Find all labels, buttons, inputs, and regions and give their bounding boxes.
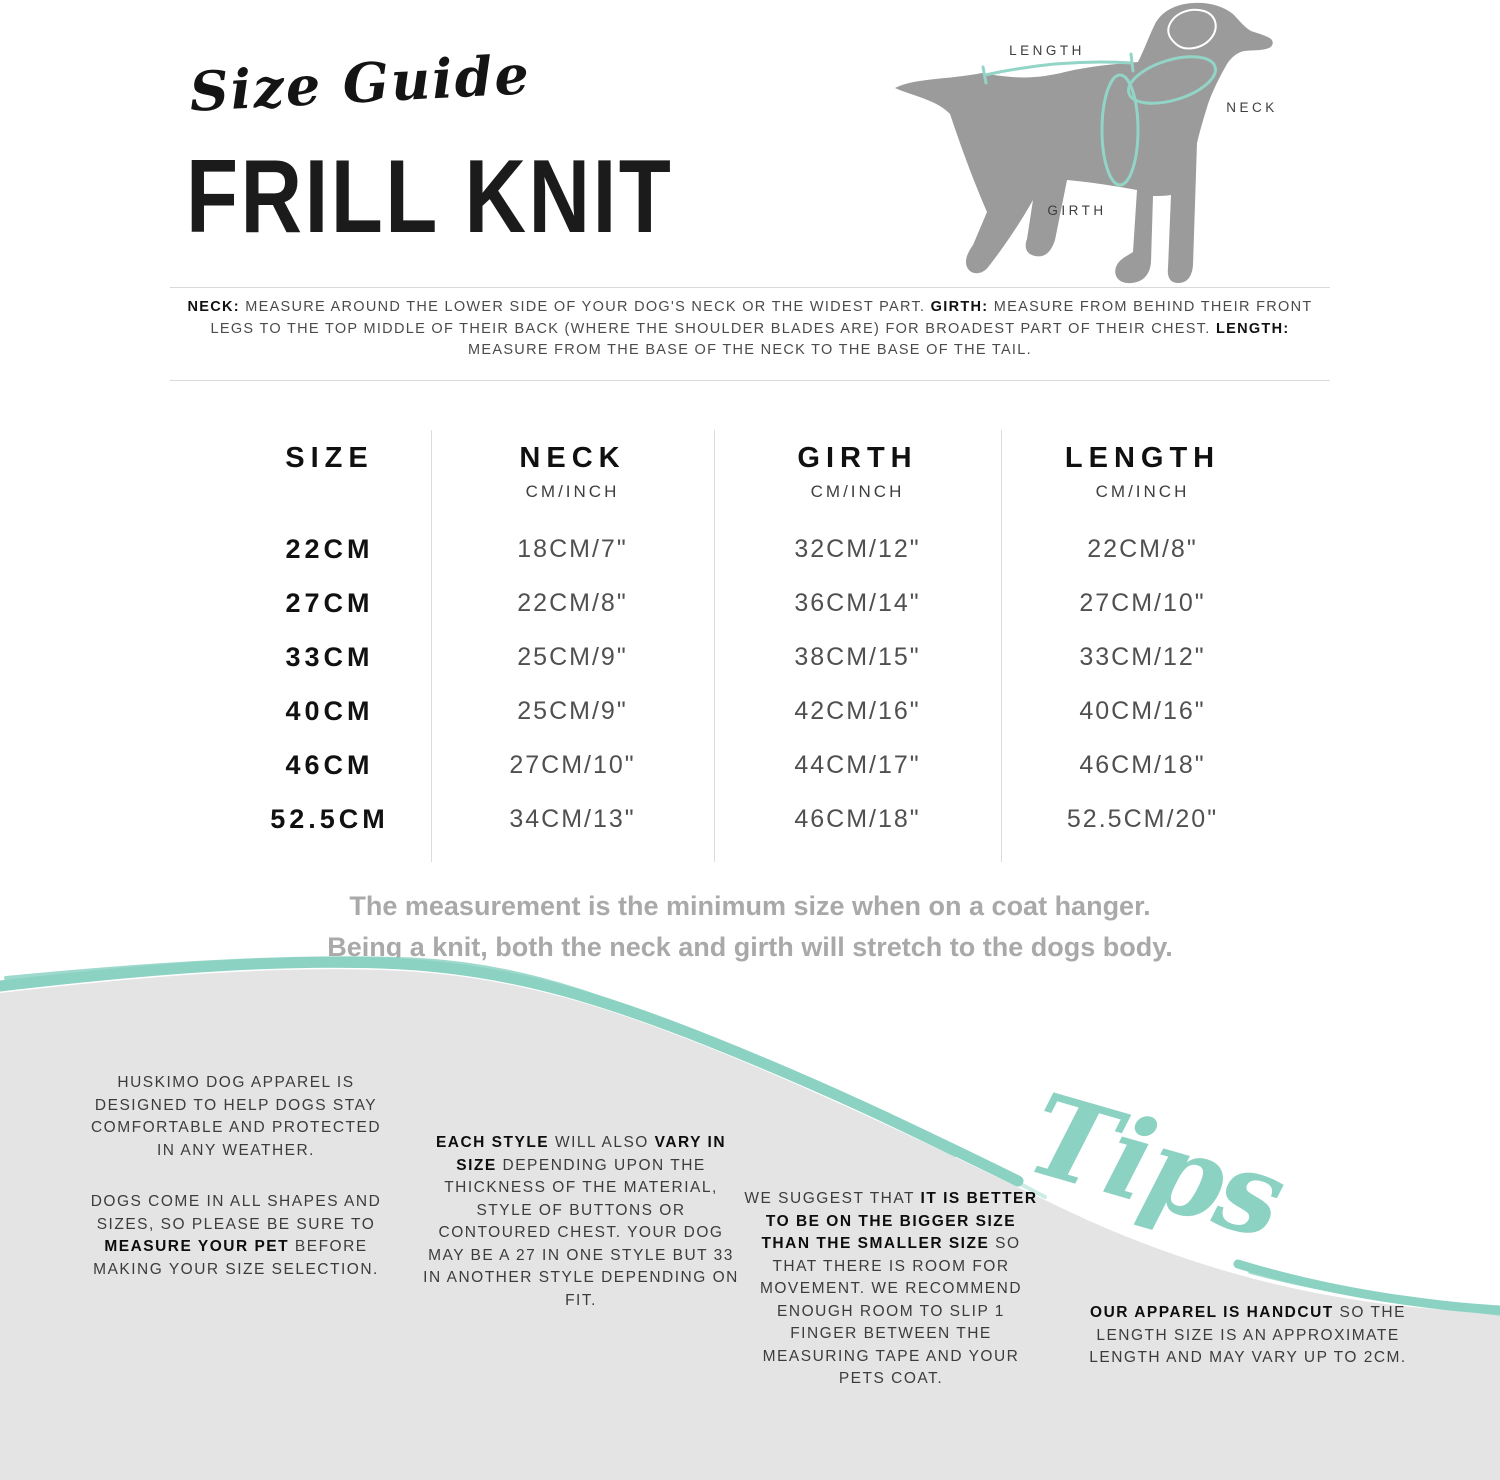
girth-value: 36CM/14"	[794, 588, 921, 617]
column-header-size: SIZE	[285, 442, 374, 474]
size-table	[228, 430, 1284, 846]
page-title: Size Guide	[188, 42, 533, 124]
neck-value: 34CM/13"	[509, 804, 636, 833]
neck-definition: MEASURE AROUND THE LOWER SIDE OF YOUR DOG'S NECK OR THE WIDEST PART.	[239, 299, 931, 315]
column-header-neck: NECK CM/INCH	[519, 442, 626, 501]
girth-value: 46CM/18"	[794, 804, 921, 833]
length-value: 52.5CM/20"	[1066, 804, 1219, 833]
size-value: 46CM	[285, 749, 374, 780]
girth-value: 38CM/15"	[794, 642, 921, 671]
neck-value: 27CM/10"	[509, 750, 636, 779]
girth-term: GIRTH:	[930, 299, 989, 315]
length-value: 22CM/8"	[1087, 534, 1198, 563]
tip-column-3: WE SUGGEST THAT IT IS BETTER TO BE ON THE BIGGER SIZE THAN THE SMALLER SIZE SO THAT THERE IS ROOM FOR MOVEMENT. WE RECOMMEND ENOUGH ROOM TO SLIP 1 FINGER BETWEEN THE MEASURING TAPE AND YOUR PETS COAT.	[744, 1190, 1038, 1387]
length-value: 27CM/10"	[1079, 588, 1206, 617]
column-header-girth: GIRTH CM/INCH	[797, 442, 918, 501]
girth-value: 42CM/16"	[794, 696, 921, 725]
size-value: 33CM	[285, 641, 374, 672]
length-label: LENGTH	[1009, 43, 1085, 58]
tip-paragraph: HUSKIMO DOG APPAREL IS DESIGNED TO HELP DOGS STAY COMFORTABLE AND PROTECTED IN ANY WEATHER.	[90, 1074, 382, 1159]
length-value: 33CM/12"	[1079, 642, 1206, 671]
length-term: LENGTH:	[1215, 320, 1290, 337]
length-value: 40CM/16"	[1079, 696, 1206, 725]
size-value: 27CM	[285, 587, 374, 618]
length-definition: MEASURE FROM THE BASE OF THE NECK TO THE BASE OF THE TAIL.	[468, 342, 1032, 358]
neck-value: 22CM/8"	[517, 588, 628, 617]
dog-measurement-diagram	[875, 0, 1325, 300]
note-line-2: Being a knit, both the neck and girth will stretch to the dogs body.	[327, 932, 1173, 962]
tip-column-2: EACH STYLE WILL ALSO VARY IN SIZE DEPENDING UPON THE THICKNESS OF THE MATERIAL, STYLE OF BUTTONS OR CONTOURED CHEST. YOUR DOG MAY BE A 27 IN ONE STYLE BUT 33 IN ANOTHER STYLE DEPENDING ON FIT.	[423, 1134, 739, 1309]
tip-column-4: OUR APPAREL IS HANDCUT SO THE LENGTH SIZE IS AN APPROXIMATE LENGTH AND MAY VARY UP TO 2CM.	[1089, 1304, 1407, 1366]
note-line-1: The measurement is the minimum size when on a coat hanger.	[349, 891, 1151, 921]
size-value: 22CM	[285, 533, 374, 564]
neck-value: 25CM/9"	[517, 642, 628, 671]
size-value: 52.5CM	[270, 803, 389, 834]
tips-heading: Tips	[1014, 1068, 1297, 1265]
girth-label: GIRTH	[1047, 203, 1107, 218]
neck-value: 18CM/7"	[517, 534, 628, 563]
tip-paragraph: DOGS COME IN ALL SHAPES AND SIZES, SO PLEASE BE SURE TO MEASURE YOUR PET BEFORE MAKING YOUR SIZE SELECTION.	[90, 1193, 382, 1278]
size-value: 40CM	[285, 695, 374, 726]
girth-definition: MEASURE FROM BEHIND THEIR FRONT LEGS TO THE TOP MIDDLE OF THEIR BACK (WHERE THE SHOULDER BLADES ARE) FOR BROADEST PART OF THEIR CHEST.	[210, 299, 1313, 337]
neck-label: NECK	[1226, 100, 1278, 115]
tip-column-1	[80, 1072, 392, 1281]
girth-value: 44CM/17"	[794, 750, 921, 779]
product-title: FRILL KNIT	[186, 139, 674, 255]
girth-value: 32CM/12"	[794, 534, 921, 563]
column-header-length: LENGTH CM/INCH	[1064, 442, 1221, 501]
divider	[170, 380, 1330, 381]
neck-term: NECK:	[187, 299, 240, 315]
measuring-instructions	[170, 297, 1330, 362]
neck-value: 25CM/9"	[517, 696, 628, 725]
length-value: 46CM/18"	[1079, 750, 1206, 779]
